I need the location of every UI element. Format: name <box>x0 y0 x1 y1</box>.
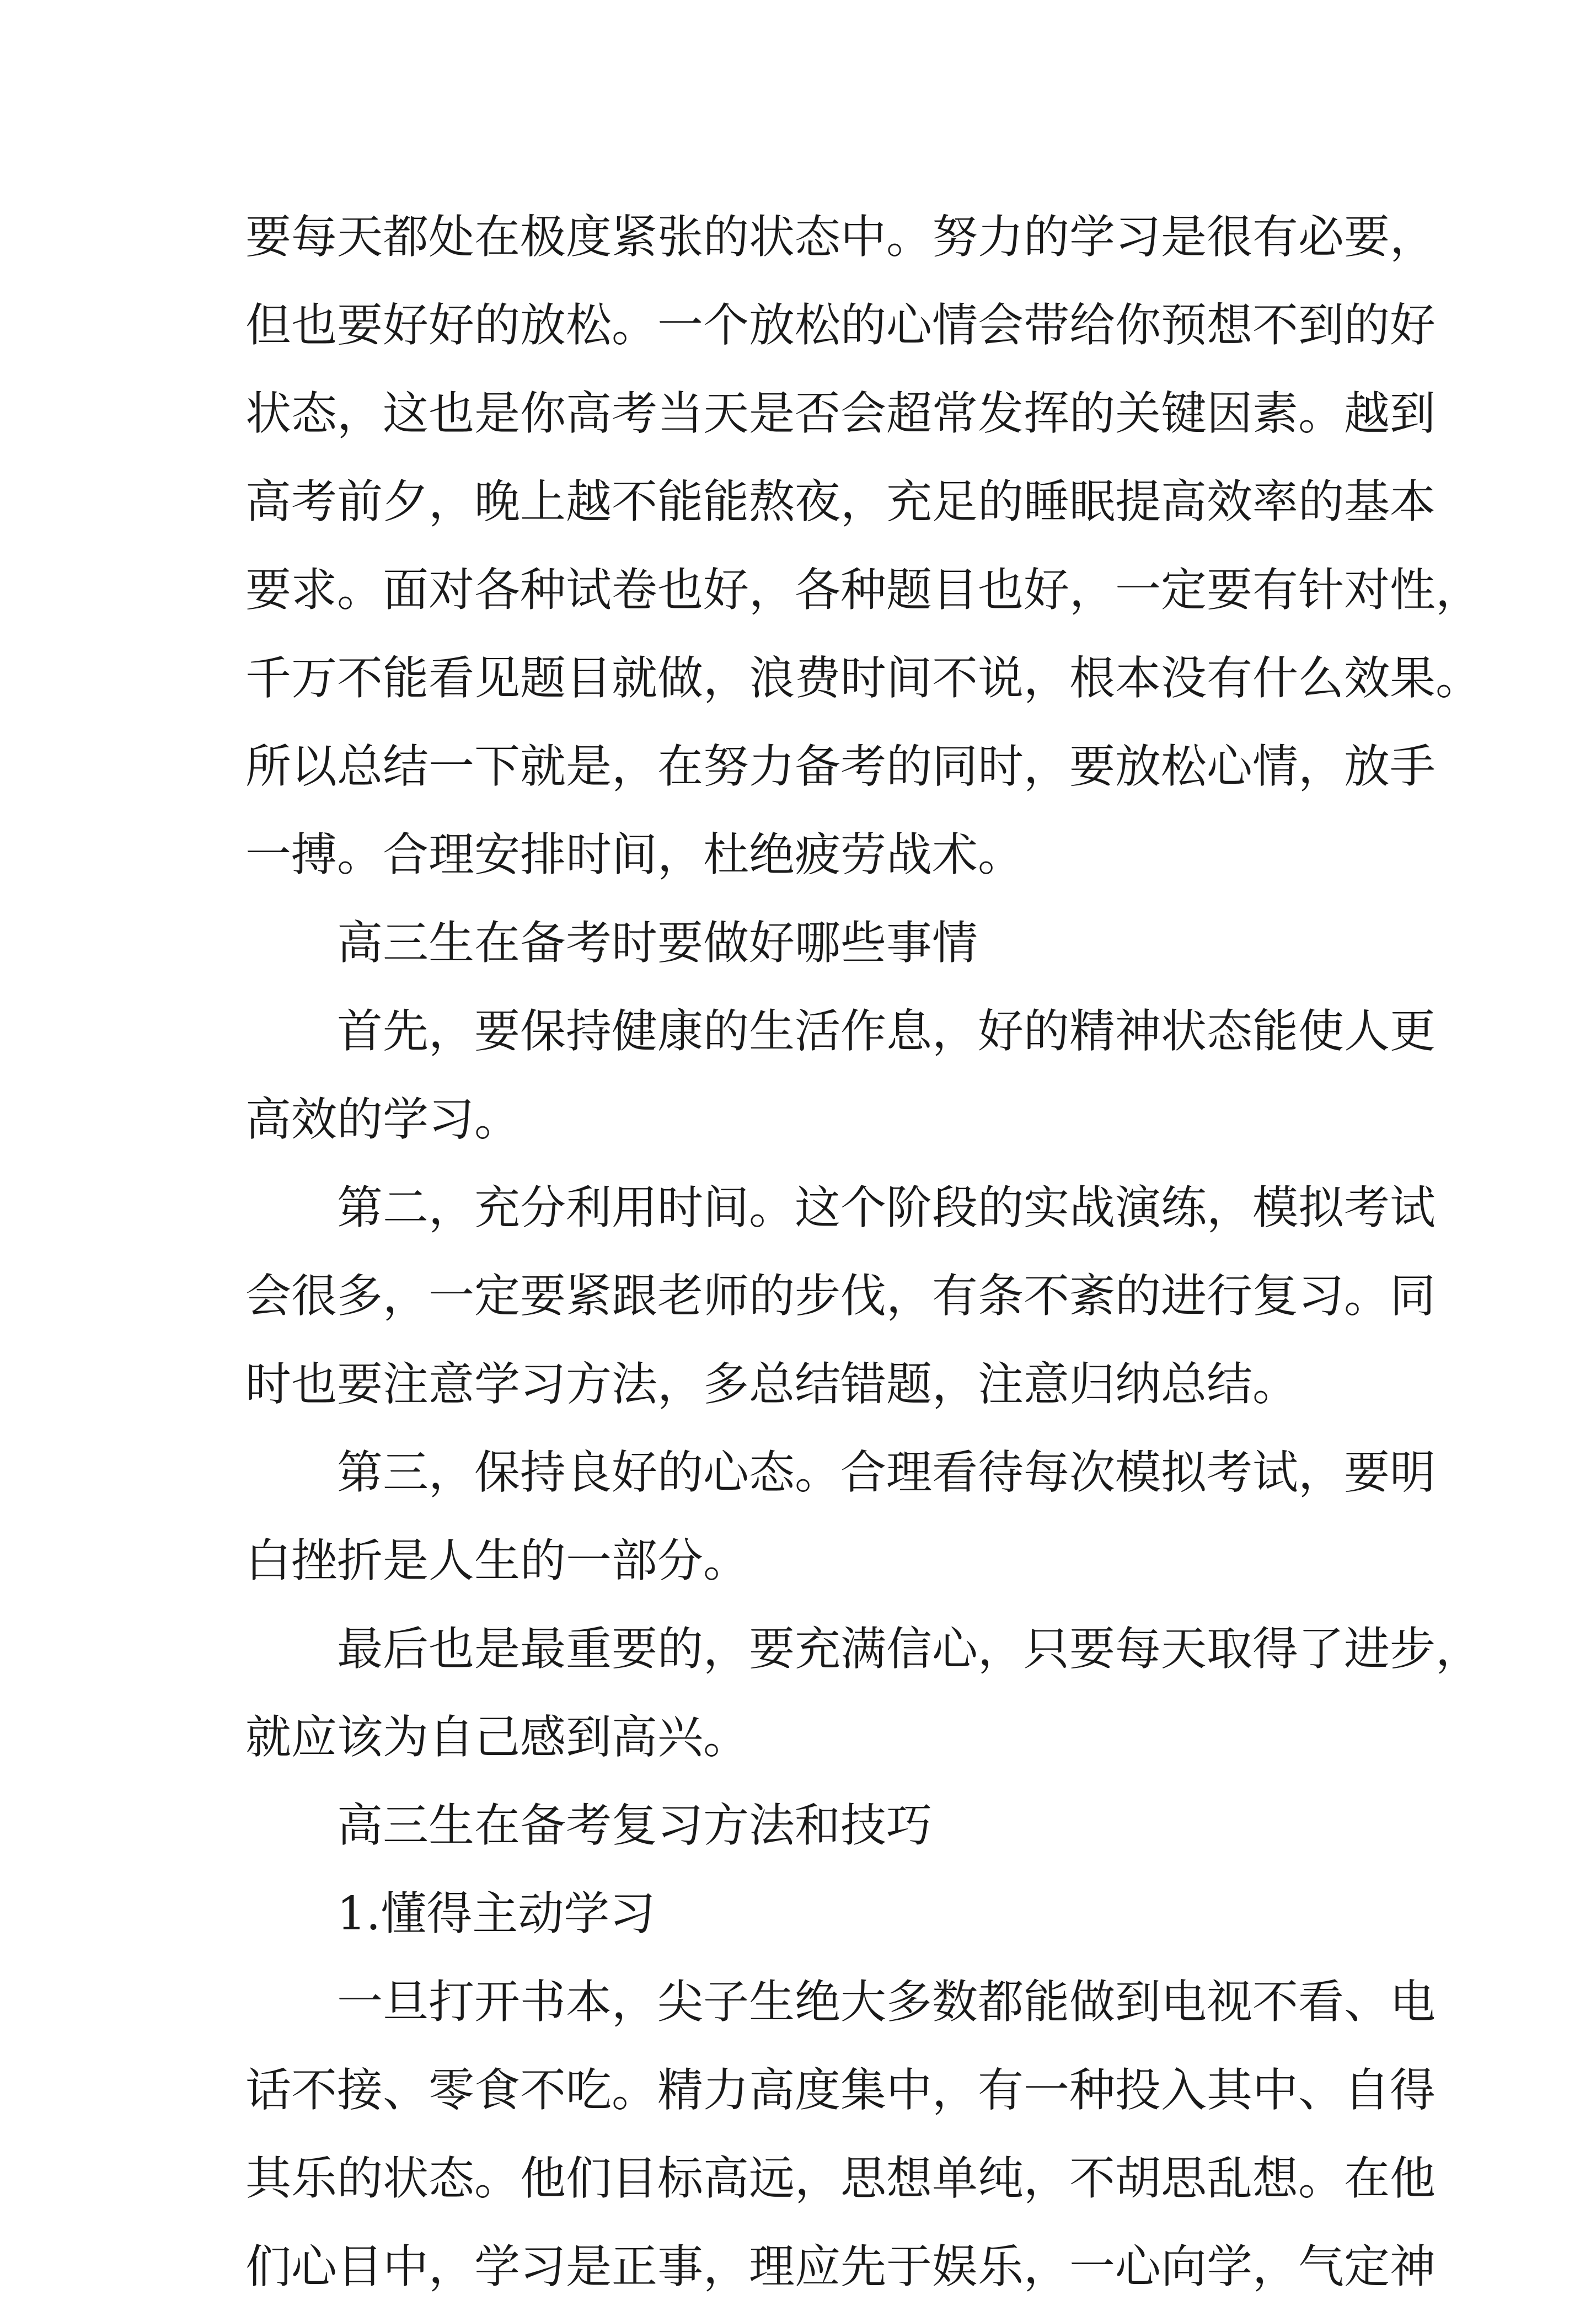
text-line: 话不接、零食不吃。精力高度集中，有一种投入其中、自得 <box>245 2063 1436 2117</box>
text-line: 们心目中，学习是正事，理应先于娱乐，一心向学，气定神 <box>245 2240 1436 2293</box>
text-line: 高三生在备考复习方法和技巧 <box>337 1799 932 1852</box>
text-line: 高考前夕，晚上越不能能熬夜，充足的睡眠提高效率的基本 <box>245 475 1436 528</box>
text-line: 状态，这也是你高考当天是否会超常发挥的关键因素。越到 <box>245 387 1436 440</box>
text-line: 高三生在备考时要做好哪些事情 <box>337 916 978 970</box>
text-line: 首先，要保持健康的生活作息，好的精神状态能使人更 <box>337 1004 1436 1058</box>
text-line: 第三，保持良好的心态。合理看待每次模拟考试，要明 <box>337 1446 1436 1499</box>
text-line: 一旦打开书本，尖子生绝大多数都能做到电视不看、电 <box>337 1975 1436 2029</box>
text-line: 一搏。合理安排时间，杜绝疲劳战术。 <box>245 828 1024 881</box>
text-line: 时也要注意学习方法，多总结错题，注意归纳总结。 <box>245 1357 1298 1411</box>
text-line: 1.懂得主动学习 <box>337 1887 656 1940</box>
text-line: 最后也是最重要的，要充满信心，只要每天取得了进步， <box>337 1622 1481 1676</box>
text-line: 要每天都处在极度紧张的状态中。努力的学习是很有必要， <box>245 210 1436 264</box>
text-line: 高效的学习。 <box>245 1093 520 1146</box>
text-line: 第二，充分利用时间。这个阶段的实战演练，模拟考试 <box>337 1181 1436 1234</box>
text-line: 要求。面对各种试卷也好，各种题目也好，一定要有针对性， <box>245 563 1481 617</box>
text-line: 白挫折是人生的一部分。 <box>245 1534 749 1587</box>
text-line: 千万不能看见题目就做，浪费时间不说，根本没有什么效果。 <box>245 651 1481 705</box>
body-text <box>245 193 1481 2311</box>
text-line: 会很多，一定要紧跟老师的步伐，有条不紊的进行复习。同 <box>245 1269 1436 1323</box>
text-line: 但也要好好的放松。一个放松的心情会带给你预想不到的好 <box>245 298 1436 352</box>
text-line: 就应该为自己感到高兴。 <box>245 1710 749 1764</box>
text-line: 所以总结一下就是，在努力备考的同时，要放松心情，放手 <box>245 740 1436 793</box>
text-line: 其乐的状态。他们目标高远，思想单纯，不胡思乱想。在他 <box>245 2152 1436 2205</box>
